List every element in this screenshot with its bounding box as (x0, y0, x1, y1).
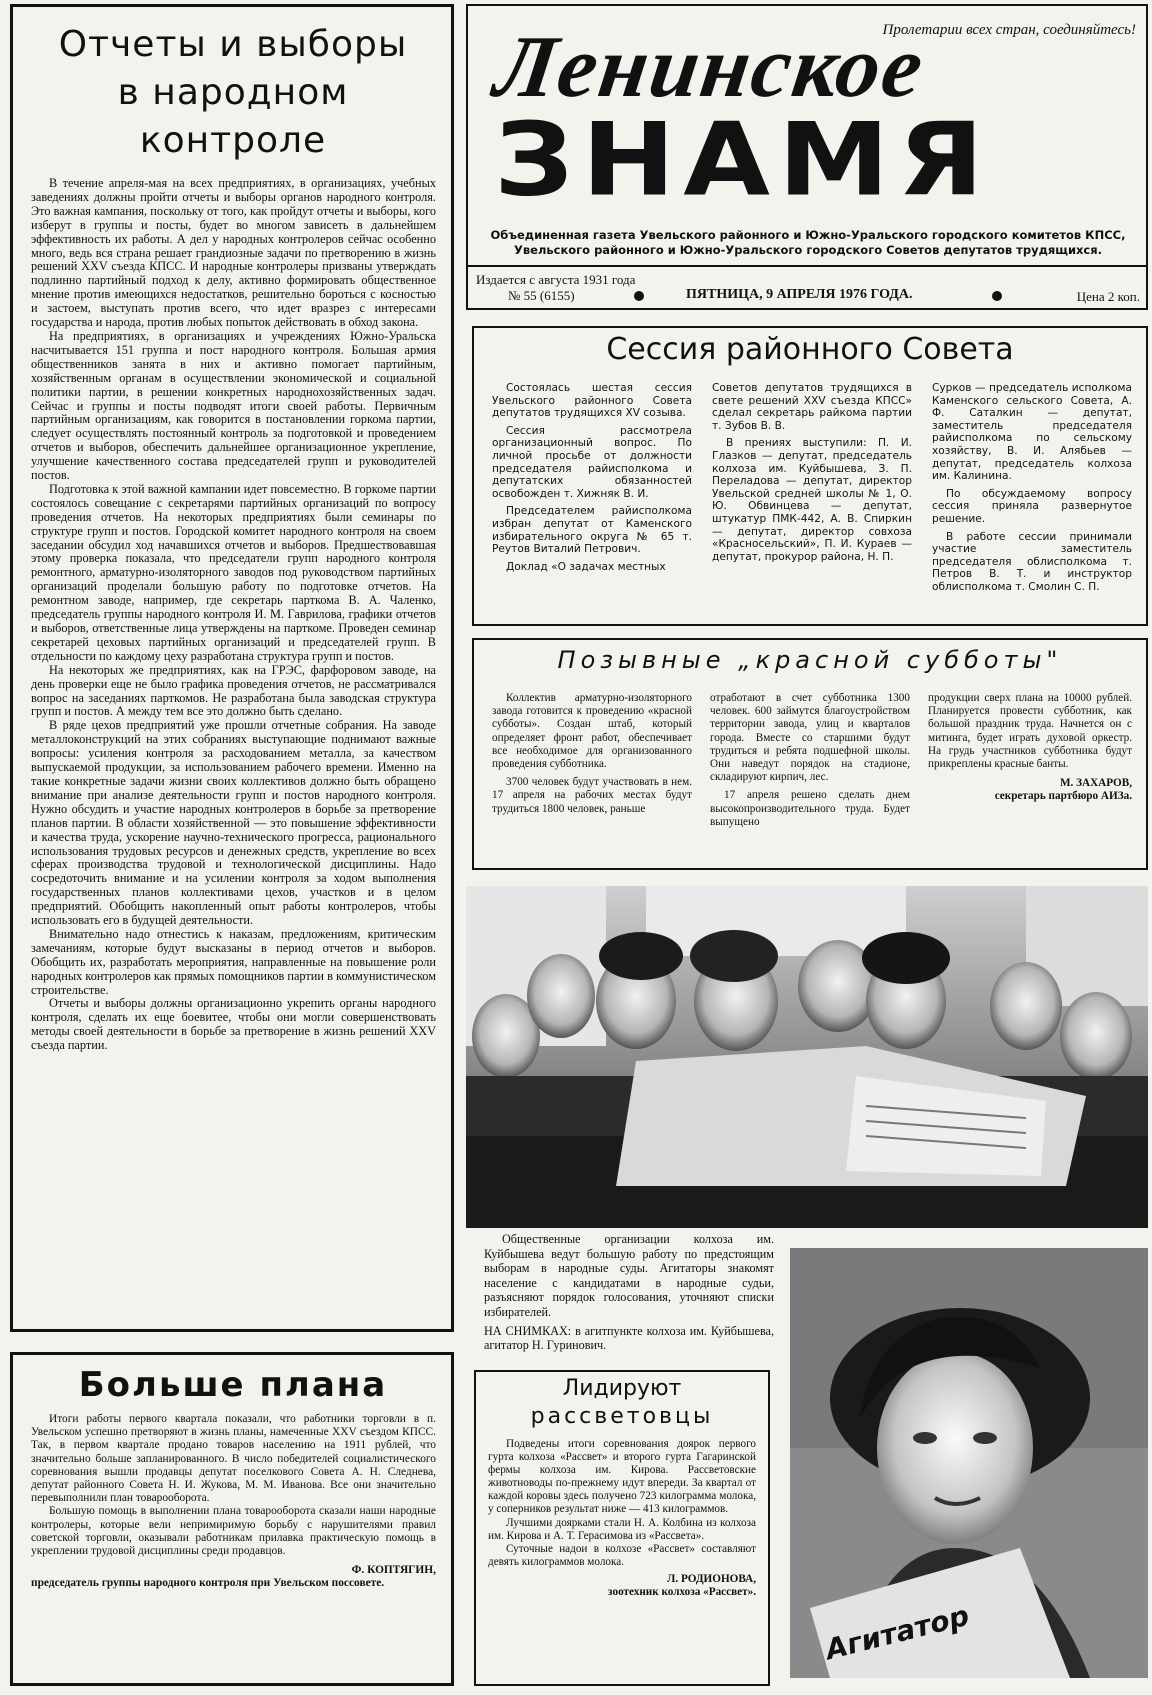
article-leaders-headline-2: рассветовцы (530, 1404, 714, 1429)
paragraph: Лучшими доярками стали Н. А. Колбина из колхоза им. Кирова и А. Т. Герасимова из «Рассвета». (488, 1516, 756, 1542)
paragraph: Суточные надои в колхозе «Рассвет» составляют девять килограммов молока. (488, 1542, 756, 1568)
paragraph: Подготовка к этой важной кампании идет повсеместно. В горкоме партии состоялось совещание с секретарями партийных организаций по вопросу проведения отчетов. На некоторых предприятиях были семинары по структуре групп и постов. Городской комитет народного контроля на своем заседании обсудил ход начавшихся отчетов и выборов. Предшествовавшая этому проверка показала, что председатели групп народного контроля ремонтного, арматурно-изоляторного заводов под руководством партийных организаций проделали большую работу по подготовке отчетов. На ремонтном заводе, например, где секретарь парткома В. А. Чаленко, председатель группы народного контроля И. М. Гаврилова, графики отчетов и выборов, ответственные лица утверждены на парткоме. Проведен семинар секретарей цеховых партийных организаций и председателей групп. В отдельности по каждому цеху разработана структура групп и постов. (31, 481, 436, 663)
paragraph: На предприятиях, в организациях и учреждениях Южно-Уральска насчитывается 151 группа и пост народного контроля. Большая армия общественников занята в них и активно помогает партийным, хозяйственным органам в осуществлении экономической и социальной политики партии, в решении конкретных народнохозяйственных задач. Сейчас и группы и посты подводят итоги своей работы. Первичным партийным организациям, как говорится в постановлении горкома партии, следует осуществлять постоянный контроль за подготовкой и проведением отчетов и выборов, обеспечить дальнейшее организационное укрепление, улучшение качественного состава председателей групп и руководителей постов. (31, 328, 436, 483)
article-control-headline: Отчеты и выборы в народном контроле (58, 24, 408, 161)
paragraph: На некоторых же предприятиях, как на ГРЭС, фарфоровом заводе, на день проверки еще не было графика проведения отчетов, не рассматривался вопрос на заседаниях парткомов. Не разработана была заводская структура групп и постов. А между тем все это должно быть сделано. (31, 662, 436, 719)
masthead-divider (468, 265, 1146, 267)
poster-text: Агитатор (822, 1598, 973, 1667)
paragraph: По обсуждаемому вопросу сессия приняла развернутое решение. (932, 487, 1132, 525)
article-leaders-signature-title: зоотехник колхоза «Рассвет». (608, 1586, 756, 1599)
paragraph: Коллектив арматурно-изоляторного завода готовится к проведению «красной субботы». Создан штаб, который определяет фронт работ, обеспечивает все необходимое для организованного проведения субботника. (492, 692, 692, 771)
paragraph: В работе сессии принимали участие заместитель председателя облисполкома т. Петров В. Т. и инструктор облисполкома т. Смолин С. П. (932, 530, 1132, 593)
portrait-photo (790, 1248, 1148, 1678)
paragraph: Большую помощь в выполнении плана товарооборота сказали наши народные контролеры, которые вели непримиримую борьбу с нарушителями правил советской торговли, оказывали работникам прилавка практическую помощь в укреплении трудовой дисциплины среди продавцов. (31, 1505, 436, 1558)
article-saturday-col2 (710, 692, 910, 834)
article-leaders-headline-1: Лидируют (562, 1376, 682, 1401)
article-control-body (31, 177, 436, 1053)
paragraph: В прениях выступили: П. И. Глазков — депутат, председатель колхоза им. Куйбышева, З. П. Переладова — депутат, директор Увельской средней школы № 1, О. Ю. Обвинцева — депутат, штукатур ПМК-442, А. В. Спиркин — депутат, директор совхоза «Красносельский», П. И. Кураев — депутат, прокурор района, Н. П. (712, 437, 912, 563)
article-plan-body (31, 1413, 436, 1591)
article-control (10, 4, 454, 1332)
group-photo (466, 886, 1148, 1228)
article-saturday-signature-title: секретарь партбюро АИЗа. (994, 790, 1132, 803)
masthead-title-block: ЗНАМЯ (494, 101, 992, 219)
paragraph: Сурков — председатель исполкома Каменского сельского Совета, А. Ф. Саталкин — депутат, заместитель председателя райисполкома по сельскому хозяйству, В. И. Алябьев — депутат, председатель колхоза им. Калинина. (932, 382, 1132, 483)
article-saturday-signature: М. ЗАХАРОВ, (1059, 777, 1132, 790)
masthead-slogan: Пролетарии всех стран, соединяйтесь! (882, 22, 1136, 38)
paragraph: Итоги работы первого квартала показали, что работники торговли в п. Увельском успешно претворяют в жизнь планы, намеченные XXV съездом КПСС. Так, в первом квартале продано товаров населению на 1911 рублей, что значительно больше запланированного. В число победителей социалистического соревнования вышли продавцы депутат поселкового Совета А. Н. Следнева, депутат районного Совета Н. И. Жукова, М. М. Иванова. Все они значительно перевыполнили план товарооборота. (31, 1413, 436, 1505)
caption-text: Общественные организации колхоза им. Куйбышева ведут большую работу по предстоящим выборам в народные суды. Агитаторы знакомят население с кандидатами в народные судьи, разъясняют порядок голосования, уточняют списки избирателей. (484, 1232, 774, 1319)
paragraph: Подведены итоги соревнования доярок первого гурта колхоза «Рассвет» и второго гурта Гагаринской фермы колхоза им. Кирова. Рассветовские животноводы по-прежнему идут впереди. За квартал от каждой коровы здесь получено 723 килограмма молока, у соперников результат ниже — 413 килограммов. (488, 1438, 756, 1516)
article-saturday-headline: Позывные „красной субботы" (557, 646, 1063, 674)
photo-caption (484, 1232, 774, 1353)
portrait-photo-image (790, 1248, 1148, 1678)
article-session-col1 (492, 382, 692, 578)
article-plan-headline: Больше плана (78, 1365, 388, 1405)
masthead (466, 4, 1148, 310)
article-plan-signature-title: председатель группы народного контроля при Увельском поссовете. (31, 1577, 385, 1590)
group-photo-image (466, 886, 1148, 1228)
article-session-col2 (712, 382, 912, 568)
caption-credit: НА СНИМКАХ: в агитпункте колхоза им. Куйбышева, агитатор Н. Гуринович. (484, 1323, 774, 1353)
paragraph: продукции сверх плана на 10000 рублей. Планируется провести субботник, как большой праздник труда. Начнется он с митинга, будет играть духовой оркестр. На грудь участников субботника будут прикреплены красные банты. (928, 692, 1132, 771)
paragraph: Внимательно надо отнестись к наказам, предложениям, критическим замечаниям, которые будут высказаны в период отчетов и выборов. Обобщить их, разработать мероприятия, направленные на повышение роли народных контролеров как прямых помощников партии в коммунистическом строительстве. (31, 926, 436, 997)
article-plan (10, 1352, 454, 1686)
issue-price: Цена 2 коп. (1076, 289, 1140, 304)
issue-date: ПЯТНИЦА, 9 АПРЕЛЯ 1976 ГОДА. (686, 287, 913, 302)
article-plan-signature: Ф. КОПТЯГИН, (351, 1564, 436, 1577)
article-session (472, 326, 1148, 626)
paragraph: Советов депутатов трудящихся в свете решений XXV съезда КПСС» сделал секретарь райкома партии т. Зубов В. В. (712, 382, 912, 432)
paragraph: Отчеты и выборы должны организационно укрепить органы народного контроля, сделать их еще боевитее, чтобы они могли совершенствовать методы своей деятельности в борьбе за претворение в жизнь решений XXV съезда партии. (31, 996, 436, 1053)
article-session-col3 (932, 382, 1132, 599)
bullet-left (634, 291, 644, 301)
bullet-right (992, 291, 1002, 301)
article-leaders-body (488, 1438, 756, 1599)
article-saturday-col1 (492, 692, 692, 821)
article-leaders (474, 1370, 770, 1686)
article-session-headline: Сессия районного Совета (606, 332, 1014, 367)
paragraph: Сессия рассмотрела организационный вопрос. По личной просьбе от должности председателя райисполкома и депутатских обязанностей освобожден т. Хижняк В. И. (492, 424, 692, 500)
paragraph: Председателем райисполкома избран депутат от Каменского избирательного округа № 65 т. Реутов Виталий Петрович. (492, 505, 692, 556)
paragraph: отработают в счет субботника 1300 человек. 600 займутся благоустройством территории завода, улиц и кварталов города. Вместе со старшими будут трудиться и ребята подшефной школы. Они наведут порядок на стадионе, складируют кирпич, лес. (710, 692, 910, 784)
article-leaders-signature: Л. РОДИОНОВА, (667, 1572, 756, 1585)
issue-number: № 55 (6155) (508, 288, 575, 303)
article-saturday-col3 (928, 692, 1132, 804)
paragraph: В течение апреля-мая на всех предприятиях, в организациях, учебных заведениях должны пройти отчеты и выборы органов народного контроля. Это важная кампания, поскольку от того, как пройдут отчеты и выборы, кого изберут в группы и посты, будет во многом зависеть в дальнейшем эффективность их работы. А дел у народных контролеров сейчас особенно много, ведь вся страна решает грандиозные задачи по претворению в жизнь решений XXV съезда КПСС. И народные контролеры призваны утверждать подлинно партийный подход к делу, активно формировать общественное мнение против имеющихся недостатков, решительно бороться с косностью и застоем, выступать против всего, что идет вразрез с интересами государства и народа, против любых попыток действовать в обход закона. (31, 176, 436, 330)
paragraph: 17 апреля решено сделать днем высокопроизводительного труда. Будет выпущено (710, 789, 910, 828)
masthead-subtitle: Объединенная газета Увельского районного и Южно-Уральского городского комитетов КПСС, Увельского районного и Южно-Уральского городского Советов депутатов трудящихся. (490, 228, 1126, 257)
paragraph: Состоялась шестая сессия Увельского районного Совета депутатов трудящихся XV созыва. (492, 382, 692, 420)
paragraph: 3700 человек будут участвовать в нем. 17 апреля на рабочих местах будут трудиться 1800 человек, раньше (492, 776, 692, 815)
article-saturday (472, 638, 1148, 870)
masthead-title-script: Ленинское (489, 19, 931, 116)
issue-since: Издается с августа 1931 года (476, 272, 636, 287)
paragraph: Доклад «О задачах местных (506, 560, 666, 573)
paragraph: В ряде цехов предприятий уже прошли отчетные собрания. На заводе металлоконструкций на этих собраниях выступающие поднимают важные вопросы: усиления контроля за расходованием металла, за качеством выпускаемой продукции, за использованием рабочего времени. Именно на такие конкретные задачи жизни своих коллективов должно быть обращено внимание при анализе деятельности групп и постов народного контроля. Нужно обсудить и участие народных контролеров в борьбе за претворение планов партии. В области хозяйственной — это повышение эффективности и качества труда, ускорение научно-технического прогресса, рационального использования трудовых ресурсов и денежных средств, укрепление во всех сферах производства трудовой и технологической дисциплины. Надо сосредоточить внимание и на усилении контроля за ходом выполнения государственных планов коллективами цехов, участков и в целом предприятий. Обобщить накопленный опыт работы контролеров, чтобы использовать его в будущей деятельности. (31, 718, 436, 928)
